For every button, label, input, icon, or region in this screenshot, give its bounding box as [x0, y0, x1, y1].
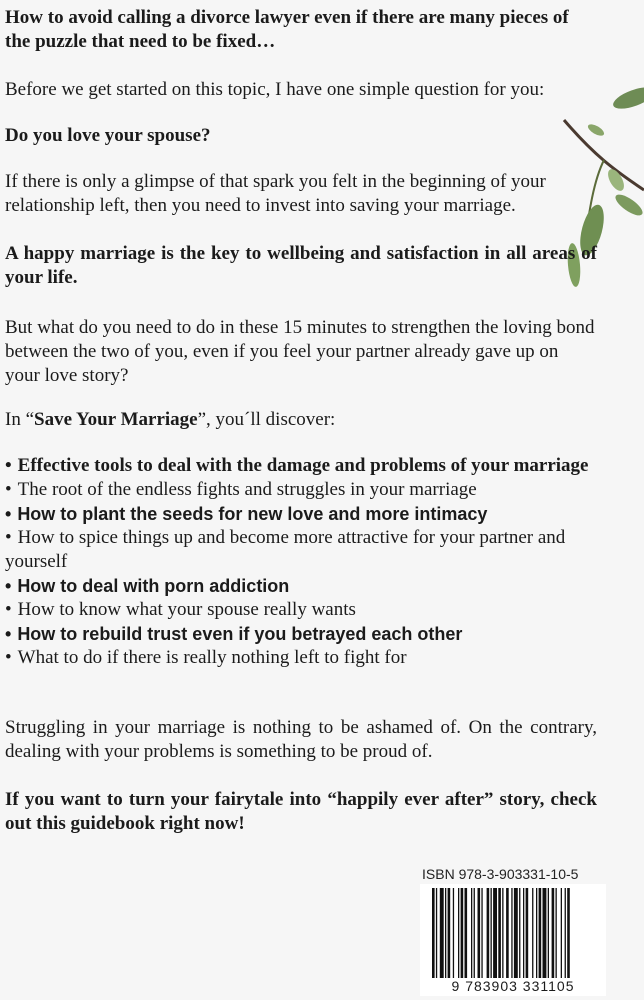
intro-text: Before we get started on this topic, I have one simple question for you: — [5, 79, 545, 100]
barcode-bar — [561, 888, 562, 980]
barcode-bar — [453, 888, 454, 980]
discover-list — [5, 454, 597, 670]
barcode — [420, 884, 606, 996]
barcode-bar — [565, 888, 566, 980]
discover-prefix: In “ — [5, 409, 35, 430]
list-item: • How to plant the seeds for new love and more intimacy — [5, 504, 488, 524]
barcode-bar — [506, 888, 509, 980]
list-item: • How to know what your spouse really wants — [5, 599, 356, 620]
barcode-bar — [526, 888, 529, 980]
barcode-bar — [502, 888, 503, 980]
barcode-bar — [445, 888, 446, 980]
barcode-bar — [548, 888, 549, 980]
list-item: • What to do if there is really nothing left to fight for — [5, 647, 407, 668]
key-statement: A happy marriage is the key to wellbeing and satisfaction in all areas of your life. — [5, 243, 597, 288]
barcode-bar — [448, 888, 451, 980]
barcode-bar — [511, 888, 512, 980]
discover-line — [5, 408, 597, 432]
barcode-bar — [471, 888, 472, 980]
book-title: Save Your Marriage — [34, 409, 198, 430]
barcode-bar — [491, 888, 492, 980]
barcode-digits: 9 783903 331105 — [420, 978, 606, 994]
headline: How to avoid calling a divorce lawyer even if there are many pieces of the puzzle that need to be fixed… — [5, 7, 569, 52]
barcode-bar — [493, 888, 497, 980]
barcode-bar — [461, 888, 464, 980]
barcode-bars — [420, 884, 606, 984]
barcode-bar — [567, 888, 570, 980]
barcode-bar — [465, 888, 468, 980]
barcode-bar — [556, 888, 557, 980]
fifteen-minutes-paragraph: But what do you need to do in these 15 minutes to strengthen the loving bond between the two of you, even if you feel your partner already gave up on your love story? — [5, 317, 595, 386]
call-to-action: If you want to turn your fairytale into “happily ever after” story, check out this guidebook right now! — [5, 789, 597, 834]
discover-suffix: ”, you´ll discover: — [197, 409, 336, 430]
barcode-bar — [519, 888, 520, 980]
barcode-bar — [552, 888, 555, 980]
barcode-bar — [536, 888, 537, 980]
list-item: • The root of the endless fights and struggles in your marriage — [5, 479, 477, 500]
barcode-bar — [487, 888, 490, 980]
barcode-bar — [481, 888, 482, 980]
barcode-bar — [458, 888, 459, 980]
list-item: • How to spice things up and become more attractive for your partner and yourself — [5, 527, 566, 572]
barcode-bar — [498, 888, 501, 980]
barcode-bar — [523, 888, 524, 980]
barcode-bar — [539, 888, 542, 980]
list-item: • Effective tools to deal with the damage and problems of your marriage — [5, 455, 589, 476]
barcode-bar — [432, 888, 435, 980]
barcode-bar — [440, 888, 444, 980]
barcode-bar — [532, 888, 533, 980]
spark-paragraph: If there is only a glimpse of that spark you felt in the beginning of your relationship left, then you need to invest into saving your marriage. — [5, 171, 546, 216]
list-item: • How to deal with porn addiction — [5, 576, 290, 596]
list-item: • How to rebuild trust even if you betrayed each other — [5, 624, 463, 644]
struggling-paragraph: Struggling in your marriage is nothing to be ashamed of. On the contrary, dealing with your problems is something to be proud of. — [5, 717, 597, 762]
barcode-bar — [478, 888, 481, 980]
barcode-bar — [436, 888, 437, 980]
barcode-bar — [543, 888, 547, 980]
barcode-bar — [474, 888, 475, 980]
barcode-bar — [514, 888, 518, 980]
question-text: Do you love your spouse? — [5, 125, 211, 146]
isbn-label: ISBN 978-3-903331-10-5 — [422, 866, 579, 882]
